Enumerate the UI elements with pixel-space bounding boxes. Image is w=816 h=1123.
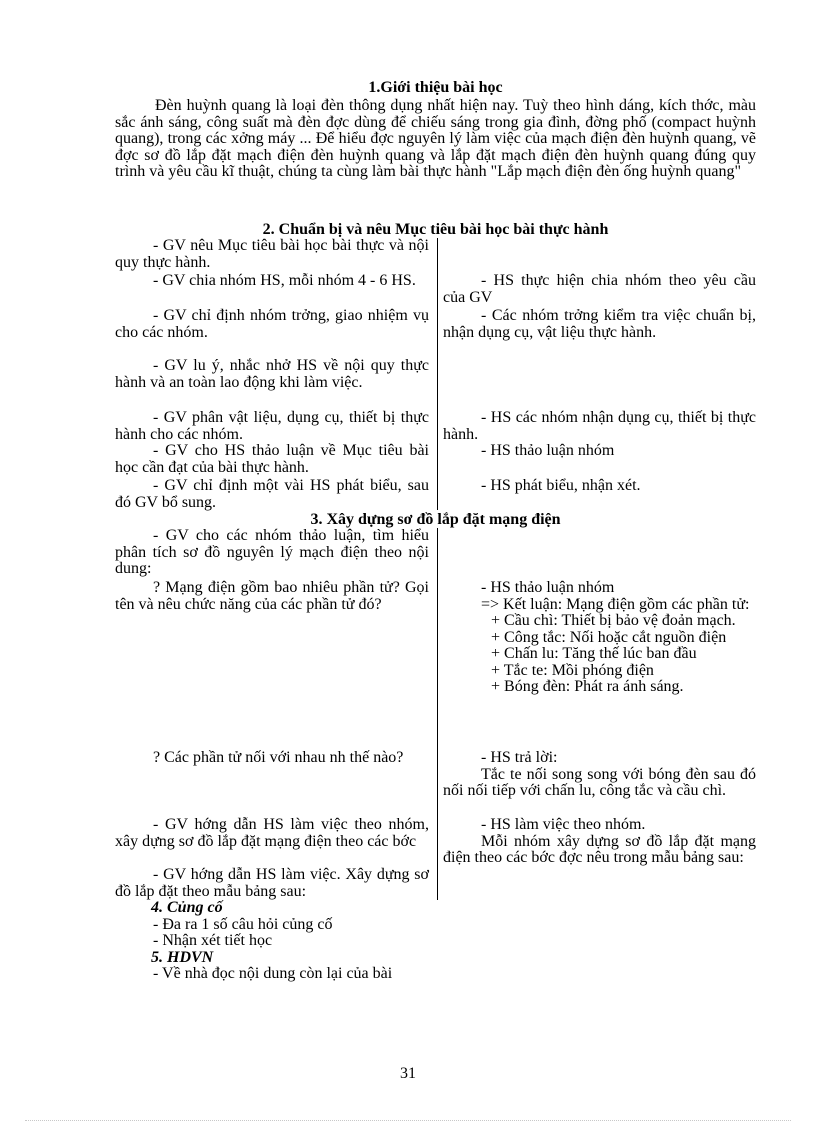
teacher-activity: - GV cho các nhóm thảo luận, tìm hiểu phân tích sơ đồ nguyên lý mạch điện theo nội dung: [115, 527, 429, 577]
page-number: 31 [400, 1065, 416, 1082]
list-item: - Nhận xét tiết học [153, 932, 273, 949]
teacher-activity: - GV lu ý, nhắc nhở HS về nội quy thực hành và an toàn lao động khi làm việc. [115, 357, 429, 391]
student-activity: - HS thảo luận nhóm [481, 442, 615, 459]
list-item: - Về nhà đọc nội dung còn lại của bài [153, 965, 393, 982]
list-item: - Đa ra 1 số câu hỏi củng cố [153, 915, 333, 933]
student-activity: - HS phát biểu, nhận xét. [481, 477, 641, 494]
student-activity: + Cầu chì: Thiết bị bảo vệ đoản mạch. [491, 612, 736, 629]
student-activity: - HS làm việc theo nhóm. [481, 816, 646, 833]
teacher-activity: - GV nêu Mục tiêu bài học bài thực và nội quy thực hành. [115, 237, 429, 271]
student-activity: => Kết luận: Mạng điện gồm các phần tử: [481, 595, 750, 613]
teacher-activity: - GV chỉ định một vài HS phát biểu, sau đó GV bổ sung. [115, 477, 429, 511]
teacher-question: ? Các phần tử nối với nhau nh thế nào? [153, 749, 404, 766]
teacher-activity: - GV hớng dẫn HS làm việc theo nhóm, xây dựng sơ đồ lắp đặt mạng điện theo các bớc [115, 816, 429, 850]
teacher-question: ? Mạng điện gồm bao nhiêu phần tử? Gọi tên và nêu chức năng của các phần tử đó? [115, 579, 429, 613]
closing-sections [153, 900, 553, 983]
section2-table [115, 238, 756, 510]
column-divider [437, 528, 438, 900]
student-activity: Mỗi nhóm xây dựng sơ đồ lắp đặt mạng điện theo các bớc đợc nêu trong mẫu bảng sau: [443, 832, 756, 866]
student-activity: + Công tắc: Nối hoặc cắt nguồn điện [491, 628, 727, 646]
student-activity: - HS thảo luận nhóm [481, 579, 615, 596]
student-activity: Tắc te nối song song với bóng đèn sau đó nối nối tiếp với chấn lu, công tắc và cầu chì. [443, 765, 756, 799]
student-activity: - HS thực hiện chia nhóm theo yêu cầu của GV [443, 272, 756, 306]
section1-intro [115, 98, 756, 181]
section3-title: 3. Xây dựng sơ đồ lắp đặt mạng điện [310, 511, 561, 528]
teacher-activity: - GV cho HS thảo luận về Mục tiêu bài học cần đạt của bài thực hành. [115, 442, 429, 476]
teacher-activity: - GV phân vật liệu, dụng cụ, thiết bị thực hành cho các nhóm. [115, 409, 429, 443]
student-activity: + Chấn lu: Tăng thế lúc ban đầu [491, 645, 697, 662]
student-activity: + Bóng đèn: Phát ra ánh sáng. [491, 678, 684, 695]
section2-title: 2. Chuẩn bị và nêu Mục tiêu bài học bài thực hành [262, 221, 609, 238]
student-activity: - HS các nhóm nhận dụng cụ, thiết bị thực hành. [443, 409, 756, 443]
section4-title: 4. Củng cố [151, 899, 223, 916]
teacher-activity: - GV hớng dẫn HS làm việc. Xây dựng sơ đồ lắp đặt theo mẫu bảng sau: [115, 866, 429, 900]
intro-paragraph: Đèn huỳnh quang là loại đèn thông dụng nhất hiện nay. Tuỳ theo hình dáng, kích thớc, màu sắc ánh sáng, công suất mà đèn đợc dùng để chiếu sáng trong gia đình, đờng phố (compact huỳnh quang), trong các xởng máy ... Để hiểu đợc nguyên lý làm việc của mạch điện đèn huỳnh quang, vẽ đợc sơ đồ lắp đặt mạch điện đèn huỳnh quang và lắp đặt mạch điện đèn huỳnh quang đúng quy trình và yêu cầu kĩ thuật, chúng ta cùng làm bài thực hành "Lắp mạch điện đèn ống huỳnh quang" [115, 97, 756, 180]
section5-title: 5. HDVN [151, 948, 214, 966]
student-activity: - Các nhóm trởng kiểm tra việc chuẩn bị, nhận dụng cụ, vật liệu thực hành. [443, 307, 756, 341]
section3-table [115, 528, 756, 900]
student-activity: - HS trả lời: [481, 749, 558, 766]
section1-title: 1.Giới thiệu bài học [368, 79, 503, 96]
teacher-activity: - GV chia nhóm HS, mỗi nhóm 4 - 6 HS. [153, 272, 416, 289]
page-bottom-divider [25, 1120, 791, 1121]
teacher-activity: - GV chỉ định nhóm trởng, giao nhiệm vụ cho các nhóm. [115, 307, 429, 341]
column-divider [437, 238, 438, 510]
student-activity: + Tắc te: Mồi phóng điện [491, 661, 654, 679]
